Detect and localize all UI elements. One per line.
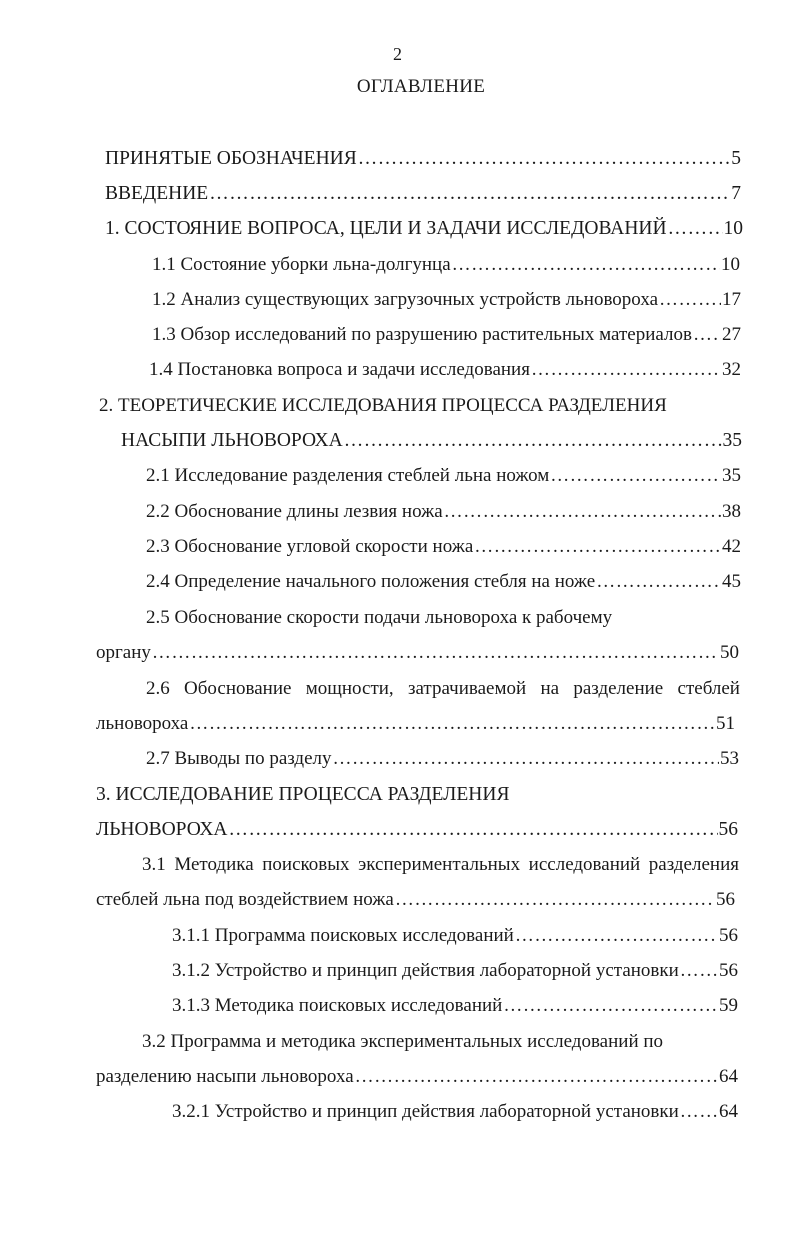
word: разделение bbox=[573, 678, 664, 699]
page-number: 2 bbox=[393, 44, 402, 64]
toc-entry[interactable] bbox=[149, 358, 741, 382]
toc-dot-leader bbox=[515, 924, 718, 948]
toc-entry-title: 1.4 Постановка вопроса и задачи исследования bbox=[149, 359, 530, 380]
toc-entry-page: 10 bbox=[721, 254, 740, 275]
toc-entry[interactable] bbox=[105, 182, 741, 206]
toc-entry[interactable] bbox=[172, 959, 738, 983]
toc-entry-title-line1[interactable]: 2.5 Обоснование скорости подачи льновороха к рабочему bbox=[146, 607, 613, 628]
toc-entry-page: 35 bbox=[722, 465, 741, 486]
toc-entry-title: 1.1 Состояние уборки льна-долгунца bbox=[152, 254, 451, 275]
toc-entry-page: 38 bbox=[722, 501, 741, 522]
toc-entry-page: 32 bbox=[722, 359, 741, 380]
toc-entry[interactable] bbox=[146, 570, 741, 594]
word: Методика bbox=[174, 854, 254, 875]
word: 2.6 bbox=[146, 678, 170, 699]
toc-dot-leader bbox=[209, 182, 730, 206]
toc-entry-title: льновороха bbox=[96, 713, 189, 734]
toc-entry-page: 7 bbox=[731, 183, 741, 204]
toc-entry[interactable] bbox=[96, 1065, 738, 1089]
toc-entry[interactable] bbox=[152, 253, 740, 277]
toc-entry-page: 45 bbox=[722, 571, 741, 592]
toc-dot-leader bbox=[358, 147, 730, 171]
toc-entry-page: 42 bbox=[722, 536, 741, 557]
toc-entry[interactable] bbox=[172, 994, 738, 1018]
toc-entry-title: 1.2 Анализ существующих загрузочных устройств льновороха bbox=[152, 289, 658, 310]
toc-entry[interactable] bbox=[96, 641, 739, 665]
toc-entry-page: 53 bbox=[720, 748, 739, 769]
toc-dot-leader bbox=[659, 288, 721, 312]
toc-entry[interactable] bbox=[96, 888, 735, 912]
word: мощности, bbox=[305, 678, 394, 699]
toc-entry-page: 17 bbox=[722, 289, 741, 310]
toc-entry[interactable] bbox=[172, 1100, 738, 1124]
toc-entry-title: стеблей льна под воздействием ножа bbox=[96, 889, 394, 910]
toc-entry-title: 3.1.2 Устройство и принцип действия лабораторной установки bbox=[172, 960, 679, 981]
toc-entry-title: 3.1.3 Методика поисковых исследований bbox=[172, 995, 503, 1016]
toc-dot-leader bbox=[474, 535, 721, 559]
toc-entry[interactable] bbox=[105, 147, 741, 171]
toc-dot-leader bbox=[503, 994, 718, 1018]
toc-entry[interactable] bbox=[146, 464, 741, 488]
toc-entry-page: 35 bbox=[722, 430, 742, 451]
toc-entry[interactable] bbox=[146, 747, 739, 771]
toc-dot-leader bbox=[531, 358, 721, 382]
toc-entry-title-line1[interactable] bbox=[142, 853, 739, 877]
word: поисковых bbox=[262, 854, 350, 875]
word: 3.1 bbox=[142, 854, 166, 875]
toc-dot-leader bbox=[444, 500, 721, 524]
toc-dot-leader bbox=[668, 217, 723, 241]
toc-entry-page: 50 bbox=[720, 642, 739, 663]
toc-dot-leader bbox=[596, 570, 721, 594]
toc-entry[interactable] bbox=[105, 217, 743, 241]
toc-entry-title-line1[interactable]: 3.2 Программа и методика экспериментальных исследований по bbox=[142, 1031, 664, 1052]
toc-entry-page: 51 bbox=[716, 713, 735, 734]
toc-entry-title-line1[interactable] bbox=[146, 677, 740, 701]
toc-entry-page: 56 bbox=[718, 819, 738, 840]
toc-entry-title: ВВЕДЕНИЕ bbox=[105, 183, 209, 204]
toc-dot-leader bbox=[228, 818, 717, 842]
toc-entry[interactable] bbox=[152, 288, 741, 312]
toc-dot-leader bbox=[355, 1065, 718, 1089]
word: разделения bbox=[648, 854, 739, 875]
word: Обоснование bbox=[184, 678, 292, 699]
toc-dot-leader bbox=[152, 641, 719, 665]
toc-entry-title: органу bbox=[96, 642, 151, 663]
word: исследований bbox=[528, 854, 641, 875]
toc-entry-page: 10 bbox=[723, 218, 743, 239]
toc-entry-page: 64 bbox=[719, 1066, 738, 1087]
toc-entry-title: ПРИНЯТЫЕ ОБОЗНАЧЕНИЯ bbox=[105, 148, 357, 169]
toc-entry[interactable] bbox=[146, 500, 741, 524]
word: затрачиваемой bbox=[407, 678, 527, 699]
toc-dot-leader bbox=[693, 323, 721, 347]
toc-entry-page: 56 bbox=[716, 889, 735, 910]
toc-entry[interactable] bbox=[146, 535, 741, 559]
toc-entry[interactable] bbox=[96, 818, 738, 842]
toc-dot-leader bbox=[333, 747, 719, 771]
toc-entry-title: 3.1.1 Программа поисковых исследований bbox=[172, 925, 514, 946]
word: стеблей bbox=[677, 678, 740, 699]
toc-entry-title: 2.2 Обоснование длины лезвия ножа bbox=[146, 501, 443, 522]
toc-dot-leader bbox=[680, 959, 718, 983]
toc-entry-page: 56 bbox=[719, 960, 738, 981]
toc-entry-title-line1[interactable]: 2. ТЕОРЕТИЧЕСКИЕ ИССЛЕДОВАНИЯ ПРОЦЕССА РАЗДЕЛЕНИЯ bbox=[99, 395, 667, 416]
toc-dot-leader bbox=[344, 429, 722, 453]
toc-entry[interactable] bbox=[96, 712, 735, 736]
toc-entry-title: ЛЬНОВОРОХА bbox=[96, 819, 228, 840]
toc-entry-title: разделению насыпи льновороха bbox=[96, 1066, 354, 1087]
toc-entry-title: НАСЫПИ ЛЬНОВОРОХА bbox=[121, 430, 343, 451]
toc-dot-leader bbox=[680, 1100, 718, 1124]
toc-entry-title: 3.2.1 Устройство и принцип действия лабораторной установки bbox=[172, 1101, 679, 1122]
toc-dot-leader bbox=[452, 253, 720, 277]
toc-entry[interactable] bbox=[121, 429, 742, 453]
word: экспериментальных bbox=[358, 854, 521, 875]
toc-entry-page: 56 bbox=[719, 925, 738, 946]
toc-dot-leader bbox=[550, 464, 721, 488]
toc-entry[interactable] bbox=[172, 924, 738, 948]
toc-dot-leader bbox=[189, 712, 715, 736]
toc-entry-page: 64 bbox=[719, 1101, 738, 1122]
toc-entry-title: 1. СОСТОЯНИЕ ВОПРОСА, ЦЕЛИ И ЗАДАЧИ ИССЛЕДОВАНИЙ bbox=[105, 218, 667, 239]
toc-entry-title: 1.3 Обзор исследований по разрушению растительных материалов bbox=[152, 324, 692, 345]
toc-entry-page: 5 bbox=[731, 148, 741, 169]
toc-entry[interactable] bbox=[152, 323, 741, 347]
toc-entry-title: 2.1 Исследование разделения стеблей льна ножом bbox=[146, 465, 550, 486]
word: на bbox=[540, 678, 560, 699]
toc-entry-page: 59 bbox=[719, 995, 738, 1016]
toc-entry-page: 27 bbox=[722, 324, 741, 345]
toc-entry-title: 2.4 Определение начального положения стебля на ноже bbox=[146, 571, 596, 592]
toc-entry-title: 2.3 Обоснование угловой скорости ножа bbox=[146, 536, 474, 557]
toc-entry-title: 2.7 Выводы по разделу bbox=[146, 748, 332, 769]
toc-entry-title-line1[interactable]: 3. ИССЛЕДОВАНИЕ ПРОЦЕССА РАЗДЕЛЕНИЯ bbox=[96, 784, 510, 805]
page-title: ОГЛАВЛЕНИЕ bbox=[356, 76, 486, 97]
toc-dot-leader bbox=[395, 888, 715, 912]
